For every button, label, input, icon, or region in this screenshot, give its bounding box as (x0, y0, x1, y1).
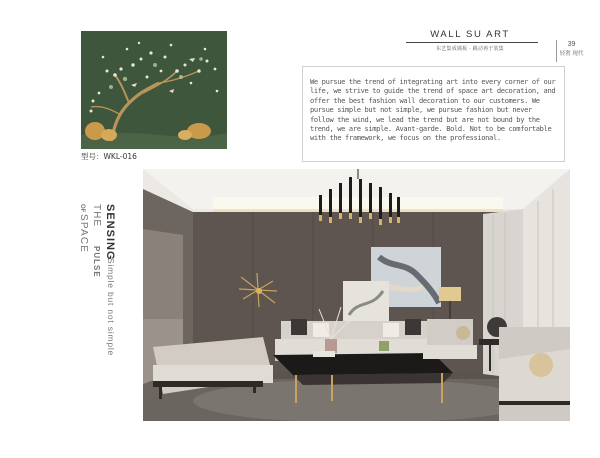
brand-header (410, 29, 530, 52)
page-number: 39 (567, 41, 576, 48)
page-category: 轻奢 现代 (559, 51, 584, 57)
intro-text-box (302, 66, 565, 162)
side-text-sensing: SENSING (104, 204, 116, 261)
wallpaper-sample-image (81, 31, 227, 149)
side-text-space: SPACE (78, 214, 89, 254)
intro-paragraph: We pursue the trend of integrating art into every corner of our life, we strive to guide the trend of space art decoration, and offer the best fashion wall decoration to our customers. We pursue simple but not simple, we pursue fashion but never follow the wind, we lead the trend but are not bound by the trend, we are simple. Avant-garde. Bold. Not to be comfortable with the framework, we focus on the professional. (310, 77, 556, 143)
side-text-tagline: Simple but not simple (106, 258, 116, 357)
brand-title: WALL SU ART (430, 29, 510, 40)
side-text-pulse: PULSE (92, 246, 101, 278)
page-tag (556, 40, 586, 62)
brand-divider (406, 42, 538, 43)
brand-subtitle: 东艺集成墙板 · 跳动再于装集 (436, 46, 504, 52)
side-text-the: THE (91, 204, 102, 227)
model-number-label: 型号：WKL-016 (81, 152, 137, 161)
side-text-of: OF (79, 204, 85, 213)
living-room-photo (143, 169, 570, 421)
